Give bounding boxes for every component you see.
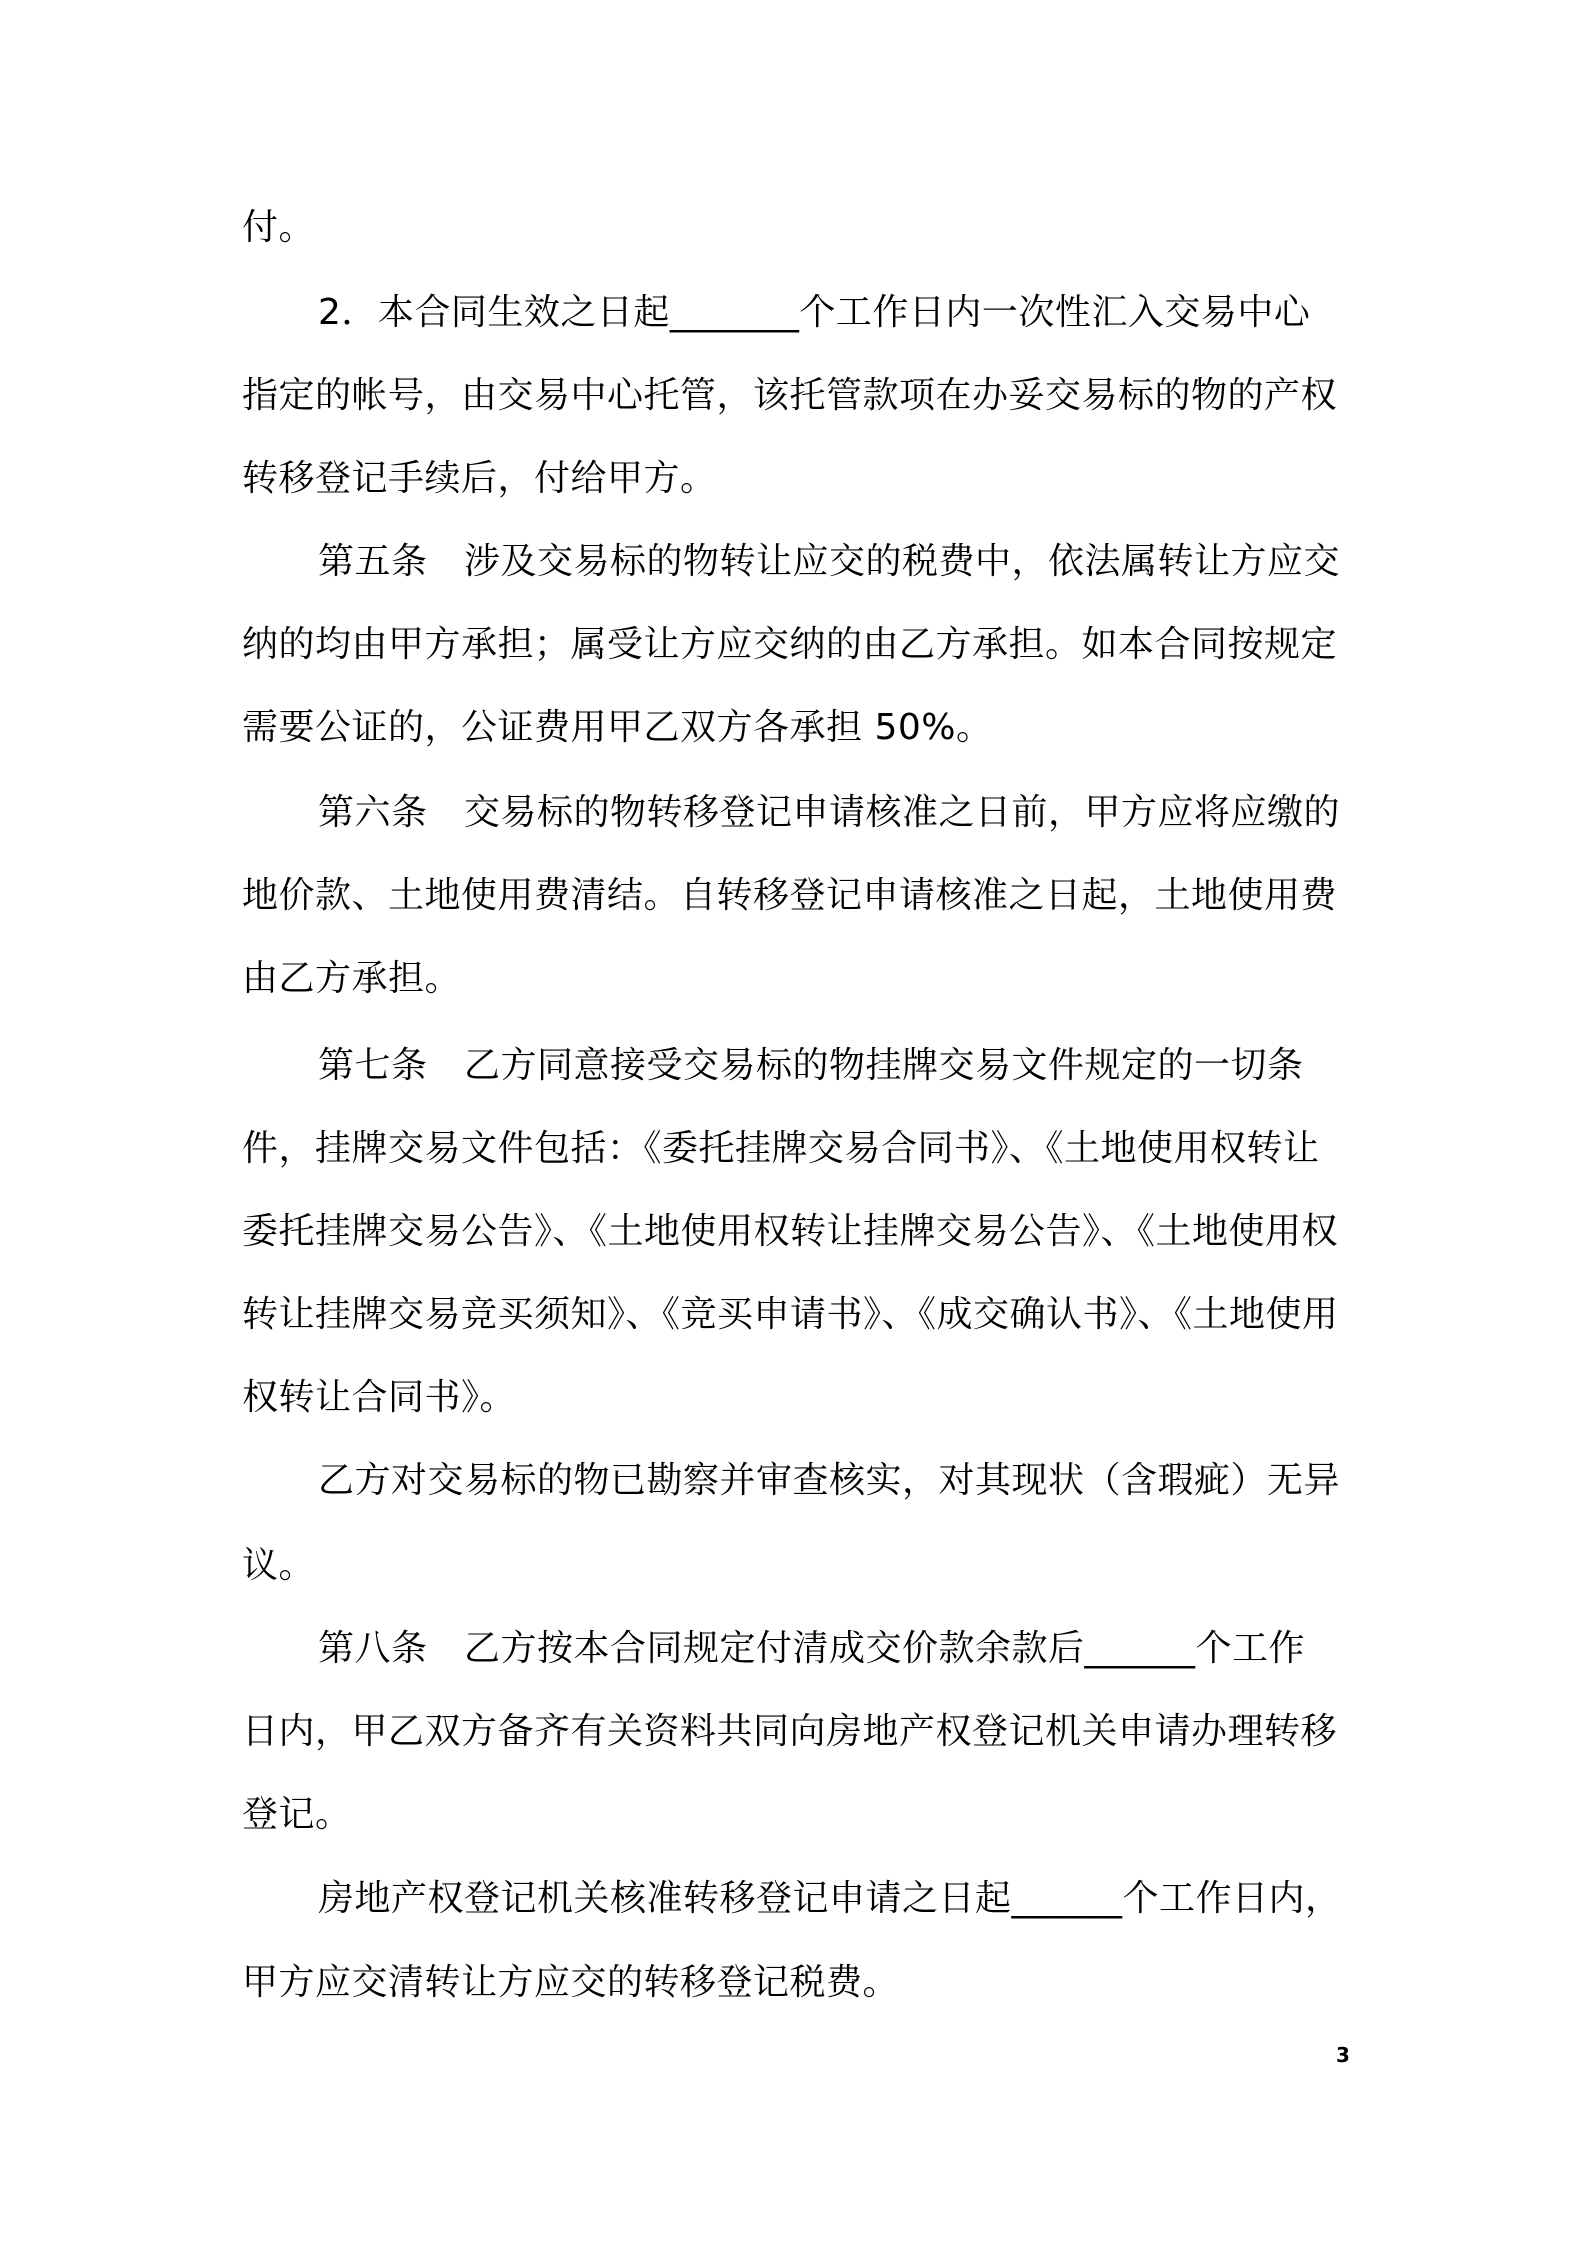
text-line-5: 第五条 涉及交易标的物转让应交的税费中，依法属转让方应交 (318, 541, 1341, 582)
text-line-13: 委托挂牌交易公告》、《土地使用权转让挂牌交易公告》、《土地使用权 (242, 1211, 1339, 1252)
text-line-8: 第六条 交易标的物转移登记申请核准之日前，甲方应将应缴的 (318, 792, 1341, 833)
text-line-22: 甲方应交清转让方应交的转移登记税费。 (242, 1962, 900, 2003)
text-line-1: 付。 (242, 207, 316, 248)
page-number: 3 (1336, 2043, 1350, 2067)
text-line-10: 由乙方承担。 (242, 958, 462, 999)
text-line-12: 件，挂牌交易文件包括：《委托挂牌交易合同书》、《土地使用权转让 (242, 1128, 1320, 1169)
text-line-6: 纳的均由甲方承担；属受让方应交纳的由乙方承担。如本合同按规定 (242, 624, 1338, 665)
text-line-20: 登记。 (242, 1794, 352, 1835)
text-line-21: 房地产权登记机关核准转移登记申请之日起______个工作日内， (318, 1878, 1342, 1919)
text-line-7: 需要公证的，公证费用甲乙双方各承担 50%。 (242, 707, 993, 748)
text-line-17: 议。 (242, 1545, 316, 1586)
text-line-9: 地价款、土地使用费清结。自转移登记申请核准之日起，土地使用费 (242, 875, 1338, 916)
text-line-14: 转让挂牌交易竞买须知》、《竞买申请书》、《成交确认书》、《土地使用 (242, 1294, 1339, 1335)
text-line-11: 第七条 乙方同意接受交易标的物挂牌交易文件规定的一切条 (318, 1045, 1304, 1086)
text-line-18: 第八条 乙方按本合同规定付清成交价款余款后______个工作 (318, 1628, 1306, 1669)
text-line-2: 2．本合同生效之日起_______个工作日内一次性汇入交易中心 (318, 292, 1311, 333)
text-line-16: 乙方对交易标的物已勘察并审查核实，对其现状（含瑕疵）无异 (318, 1460, 1341, 1501)
text-line-19: 日内，甲乙双方备齐有关资料共同向房地产权登记机关申请办理转移 (242, 1711, 1338, 1752)
text-line-3: 指定的帐号，由交易中心托管，该托管款项在办妥交易标的物的产权 (242, 375, 1338, 416)
text-line-4: 转移登记手续后，付给甲方。 (242, 458, 717, 499)
text-line-15: 权转让合同书》。 (242, 1377, 517, 1418)
